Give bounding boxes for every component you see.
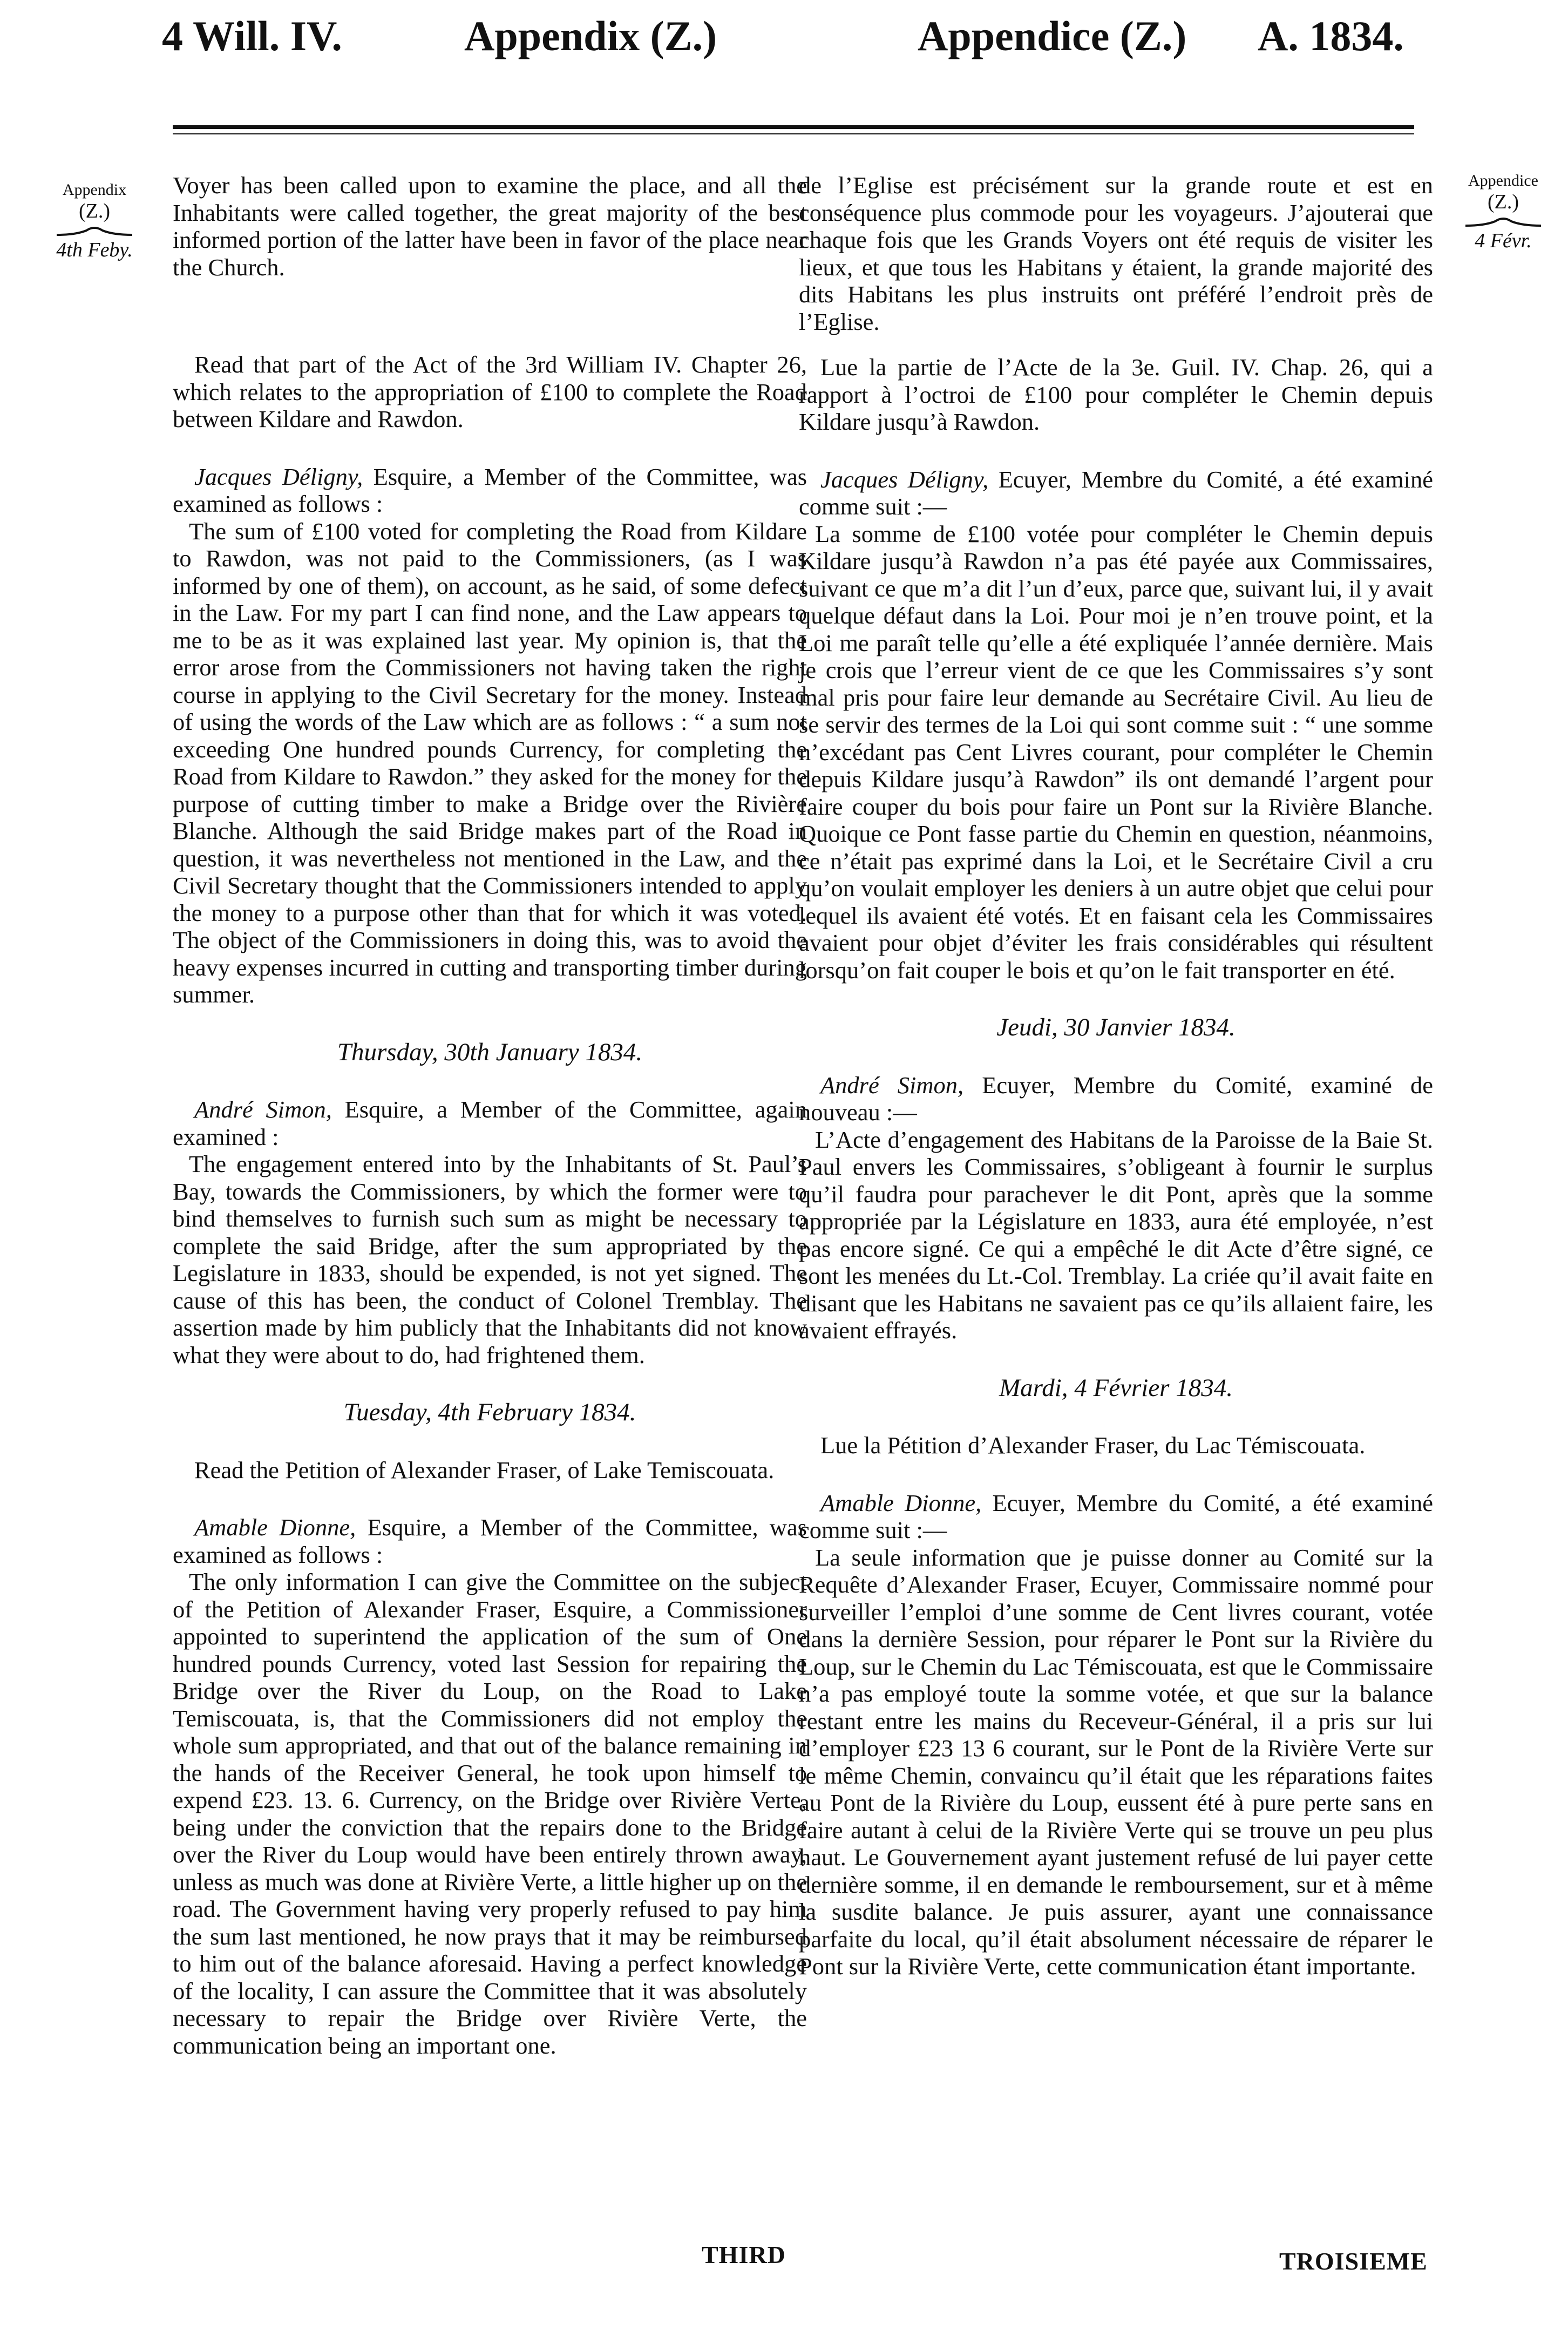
fr-date-heading: Mardi, 4 Février 1834. xyxy=(999,1373,1233,1402)
header-rule-thick xyxy=(173,125,1414,129)
fr-testimony-dionne: La seule information que je puisse donner au Comité sur la Requête d’Alexander Fraser, Ecuyer, Commissaire nommé pour surveiller l’emploi d’une somme de Cent livres courant, votée dans la dernière Session, pour réparer le Pont sur la Rivière du Loup, sur le Chemin du Lac Témiscouata, est que le Commissaire n’a pas employé toute la somme votée, et que sur la balance restant entre les mains du Receveur-Général, il a pris sur lui d’employer £23 13 6 courant, sur le Pont de la Rivière Verte sur le même Chemin, convaincu qu’il était que les réparations faites au Pont de la Rivière du Loup, eussent été à pure perte sans en faire autant à celui de la Rivière Verte qui se trouve un peu plus haut. Le Gouvernement ayant justement refusé de lui payer cette dernière somme, il en demande le remboursement, sur et à même la susdite balance. Je puis assurer, ayant une connaissance parfaite du local, qu’il était absolument nécessaire de réparer le Pont sur la Rivière Verte, cette communication étant importante. xyxy=(799,1543,1433,1980)
fr-paragraph-continued: de l’Eglise est précisément sur la grande route et est en conséquence plus commode pour les voyageurs. J’ajouterai que chaque fois que les Grands Voyers ont été requis de visiter les lieux, et que tous les Habitans y étaient, la grande majorité des dits Habitans les plus instruits ont préféré l’endroit près de l’Eglise. xyxy=(799,172,1433,335)
header-regnal-year: 4 Will. IV. xyxy=(162,12,342,59)
en-testimony-simon: The engagement entered into by the Inhabitants of St. Paul’s Bay, towards the Commissioners, by which the former were to bind themselves to furnish such sum as might be necessary to complete the said Bridge, after the sum appropriated by the Legislature in 1833, should be expended, is not yet signed. The cause of this has been, the conduct of Colonel Tremblay. The assertion made by him publicly that the Inhabitants did not know what they were about to do, had frightened them. xyxy=(173,1150,807,1369)
en-paragraph-act-reading: Read that part of the Act of the 3rd William IV. Chapter 26, which relates to the appropriation of £100 to complete the Road between Kildare and Rawdon. xyxy=(173,351,807,432)
catchword-en: THIRD xyxy=(702,2241,786,2268)
fr-testimony-deligny: La somme de £100 votée pour compléter le Chemin depuis Kildare jusqu’à Rawdon n’a pas été payée aux Commissaires, suivant ce que m’a dit l’un d’eux, parce que, suivant lui, il y avait quelque défaut dans la Loi. Pour moi je n’en trouve point, et la Loi me paraît telle qu’elle a été expliquée l’année dernière. Mais je crois que l’erreur vient de ce que les Commissaires s’y sont mal pris pour faire leur demande au Secrétaire Civil. Au lieu de se servir des termes de la Loi qui sont comme suit : “ une somme n’excédant pas Cent Livres courant, pour compléter le Chemin depuis Kildare jusqu’à Rawdon” ils ont demandé l’argent pour faire couper du bois pour faire un Pont sur la Rivière Blanche. Quoique ce Pont fasse partie du Chemin en question, néanmoins, ce n’était pas exprimé dans la Loi, et le Secrétaire Civil a cru qu’on voulait employer les deniers à un autre objet que celui pour lequel ils avaient été votés. Et en faisant cela les Commissaires avaient pour objet d’éviter les frais considérables qui résultent lorsqu’on fait couper le bois et qu’on le fait transporter en été. xyxy=(799,520,1433,984)
fr-witness-name: André Simon, xyxy=(820,1071,964,1099)
header-rule-thin xyxy=(173,133,1414,134)
fr-paragraph-act-reading: Lue la partie de l’Acte de la 3e. Guil. IV. Chap. 26, qui a rapport à l’octroi de £100 pour compléter le Chemin depuis Kildare jusqu’à Rawdon. xyxy=(799,354,1433,435)
en-witness-intro xyxy=(173,1514,807,1568)
margin-right-section: (Z.) xyxy=(1487,191,1519,213)
fr-witness-intro xyxy=(799,466,1433,520)
brace-ornament-icon xyxy=(54,224,135,237)
french-column xyxy=(799,172,1433,1980)
fr-witness-intro xyxy=(799,1489,1433,1544)
en-witness-name: Jacques Déligny, xyxy=(194,463,363,490)
brace-ornament-icon xyxy=(1463,215,1544,228)
fr-witness-role: Ecuyer, Membre du Comité, examiné de nouveau :— xyxy=(799,1071,1433,1126)
en-testimony-dionne: The only information I can give the Committee on the subject of the Petition of Alexander Fraser, Esquire, a Commissioner appointed to superintend the application of the sum of One hundred pounds Currency, voted last Session for repairing the Bridge over the River du Loup, on the Road to Lake Temiscouata, is, that the Commissioners did not employ the whole sum appropriated, and that out of the balance remaining in the hands of the Receiver General, he took upon himself to expend £23. 13. 6. Currency, on the Bridge over Rivière Verte, being under the conviction that the repairs done to the Bridge over the River du Loup would have been entirely thrown away, unless as much was done at Rivière Verte, a little higher up on the road. The Government having very properly refused to pay him the sum last mentioned, he now prays that it may be reimbursed to him out of the balance aforesaid. Having a perfect knowledge of the locality, I can assure the Committee that it was absolutely necessary to repair the Bridge over Rivière Verte, the communication being an important one. xyxy=(173,1568,807,2059)
english-column xyxy=(173,172,807,2059)
fr-date-heading: Jeudi, 30 Janvier 1834. xyxy=(996,1013,1236,1041)
margin-left-appendix: Appendix xyxy=(62,181,127,199)
fr-paragraph-petition: Lue la Pétition d’Alexander Fraser, du Lac Témiscouata. xyxy=(820,1432,1366,1459)
en-witness-role: Esquire, a Member of the Committee, again examined : xyxy=(173,1096,807,1150)
fr-witness-role: Ecuyer, Membre du Comité, a été examiné comme suit :— xyxy=(799,1489,1433,1543)
margin-left-date: 4th Feby. xyxy=(56,239,133,261)
en-paragraph-continued: Voyer has been called upon to examine the place, and all the Inhabitants were called together, the great majority of the best informed portion of the latter have been in favor of the place near the Church. xyxy=(173,172,807,281)
en-paragraph-petition: Read the Petition of Alexander Fraser, of Lake Temiscouata. xyxy=(194,1456,775,1484)
header-year: A. 1834. xyxy=(1258,12,1404,59)
en-witness-role: Esquire, a Member of the Committee, was examined as follows : xyxy=(173,1514,807,1568)
fr-witness-role: Ecuyer, Membre du Comité, a été examiné comme suit :— xyxy=(799,465,1433,520)
fr-witness-name: Jacques Déligny, xyxy=(820,465,989,493)
catchword-fr: TROISIEME xyxy=(1279,2247,1428,2275)
margin-right-date: 4 Févr. xyxy=(1475,229,1532,252)
fr-witness-intro xyxy=(799,1072,1433,1126)
margin-note-left xyxy=(22,181,167,262)
header-appendix-en: Appendix (Z.) xyxy=(464,12,717,59)
en-date-heading: Thursday, 30th January 1834. xyxy=(337,1038,643,1066)
en-testimony-deligny: The sum of £100 voted for completing the Road from Kildare to Rawdon, was not paid to the Commissioners, (as I was informed by one of them), on account, as he said, of some defect in the Law. For my part I can find none, and the Law appears to me to be as it was explained last year. My opinion is, that the error arose from the Commissioners not having taken the right course in applying to the Civil Secretary for the money. Instead of using the words of the Law which are as follows : “ a sum not exceeding One hundred pounds Currency, for completing the Road from Kildare to Rawdon.” they asked for the money for the purpose of cutting timber to make a Bridge over the Rivière Blanche. Although the said Bridge makes part of the Road in question, it was nevertheless not mentioned in the Law, and the Civil Secretary thought that the Commissioners intended to apply the money to a purpose other than that for which it was voted. The object of the Commissioners in doing this, was to avoid the heavy expenses incurred in cutting and transporting timber during summer. xyxy=(173,517,807,1008)
en-witness-name: André Simon, xyxy=(194,1096,332,1123)
fr-testimony-simon: L’Acte d’engagement des Habitans de la Paroisse de la Baie St. Paul envers les Commissaires, s’obligeant à fournir le surplus qu’il faudra pour parachever le dit Pont, après que la somme appropriée par la Législature en 1833, aura été employée, n’est pas encore signé. Ce qui a empêché le dit Acte d’être signé, ce sont les menées du Lt.-Col. Tremblay. La criée qu’il avait faite en disant que les Habitans ne savaient pas ce qu’ils allaient faire, les avaient effrayés. xyxy=(799,1126,1433,1344)
margin-left-section: (Z.) xyxy=(78,200,111,222)
en-witness-role: Esquire, a Member of the Committee, was examined as follows : xyxy=(173,463,807,517)
en-witness-name: Amable Dionne, xyxy=(194,1514,356,1541)
en-witness-intro xyxy=(173,463,807,518)
fr-witness-name: Amable Dionne, xyxy=(820,1489,982,1516)
header-appendix-fr: Appendice (Z.) xyxy=(918,12,1187,59)
margin-right-appendix: Appendice xyxy=(1468,172,1538,189)
margin-note-right xyxy=(1447,172,1560,253)
en-date-heading: Tuesday, 4th February 1834. xyxy=(343,1398,636,1426)
en-witness-intro xyxy=(173,1096,807,1150)
